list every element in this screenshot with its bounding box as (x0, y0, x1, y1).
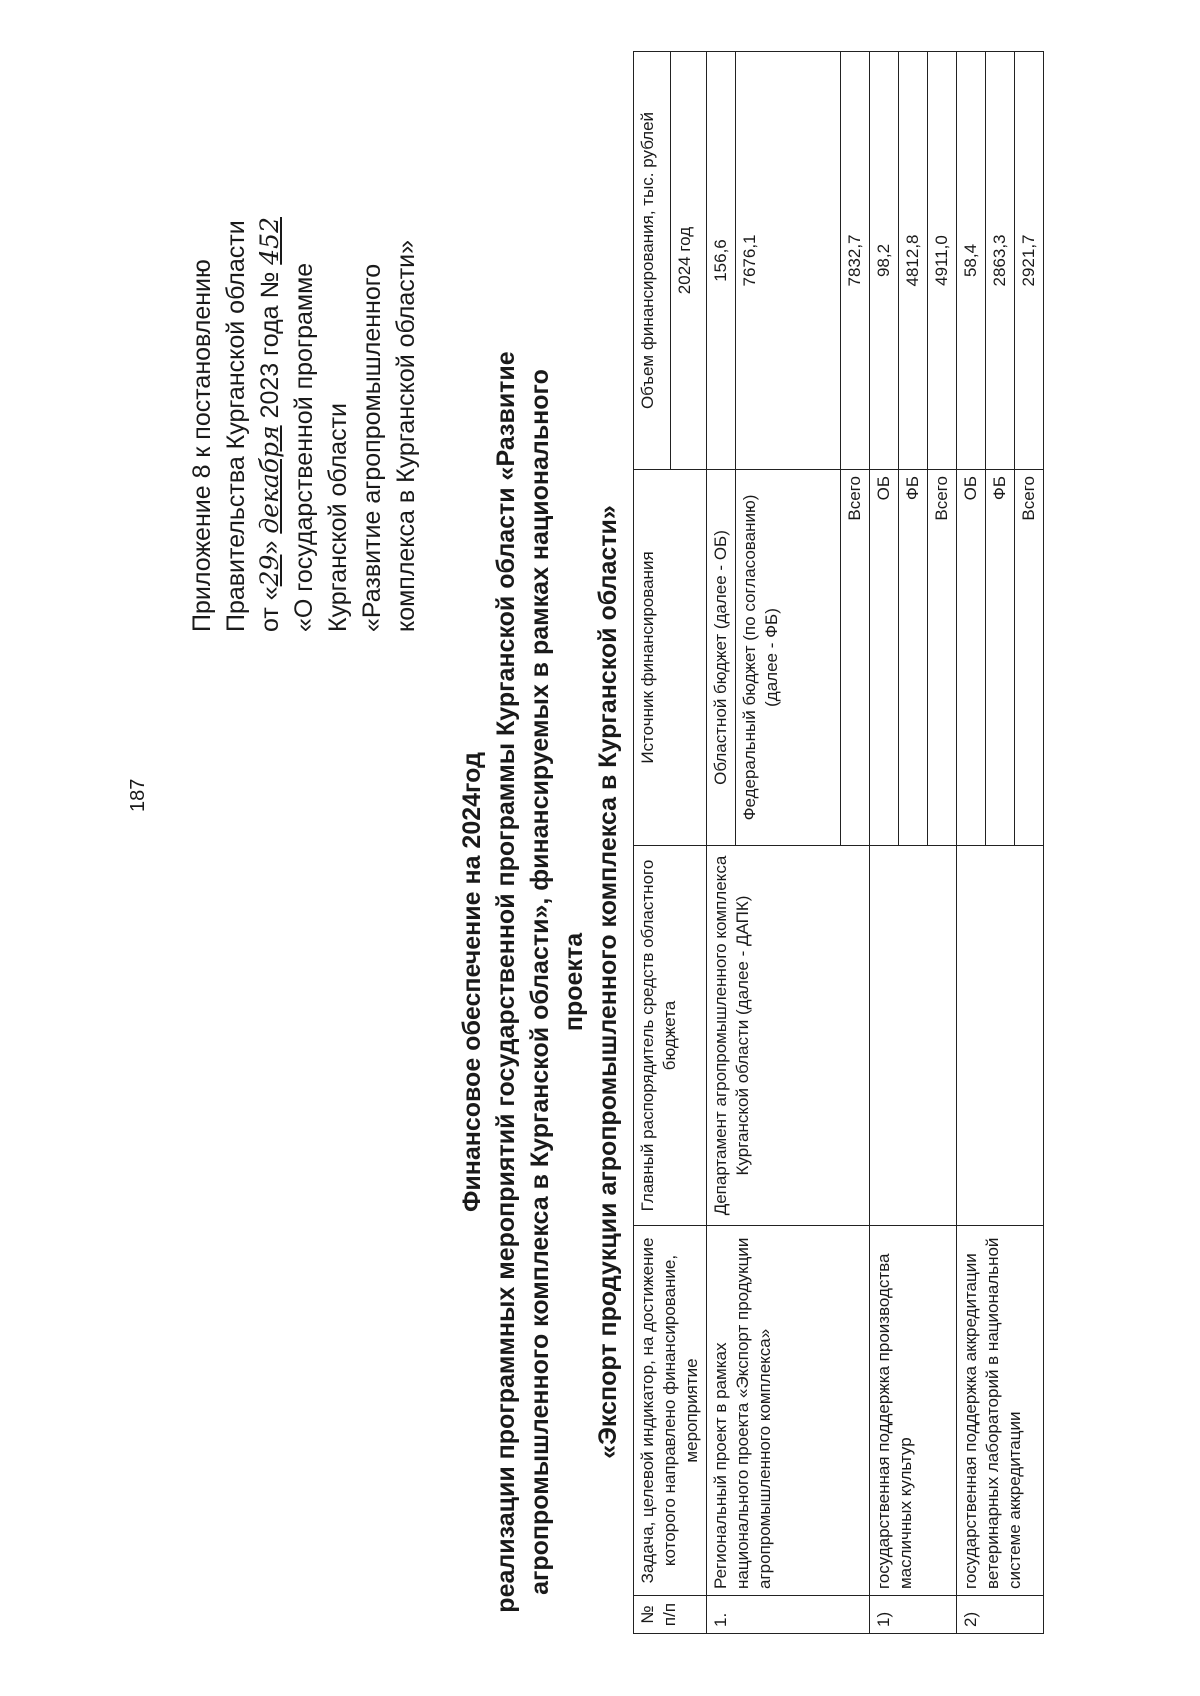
header-year: 2024 год (670, 52, 707, 470)
appendix-line: Приложение 8 к постановлению (188, 259, 216, 632)
rotated-sheet (55, 2, 1115, 1662)
cell-source: Федеральный бюджет (по согласованию) (далее - ФБ) (736, 470, 841, 846)
handwritten-day: 29 (255, 554, 284, 587)
cell-num: 1) (870, 1596, 957, 1634)
handwritten-number: 452 (255, 217, 284, 265)
cell-manager (870, 846, 957, 1226)
cell-source: ОБ (870, 470, 899, 846)
header-manager: Главный распорядитель средств областного бюджета (634, 846, 707, 1226)
cell-amount: 2863,3 (986, 52, 1015, 470)
title-line: Финансовое обеспечение на 2024год (458, 752, 486, 1212)
header-num: № п/п (634, 1596, 707, 1634)
title-line: агропромышленного комплекса в Курганской области», финансируемых в рамках национального проекта (526, 369, 588, 1595)
header-source: Источник финансирования (634, 470, 707, 846)
page-number: 187 (127, 778, 149, 812)
cell-amount: 7676,1 (736, 52, 841, 470)
table-row (957, 52, 986, 1634)
title-line: «Экспорт продукции агропромышленного комплекса в Курганской области» (594, 505, 622, 1459)
cell-task: государственная поддержка аккредитации ветеринарных лабораторий в национальной системе аккредитации (957, 1226, 1044, 1596)
appendix-line: «Развитие агропромышленного (358, 263, 386, 632)
cell-amount: 2921,7 (1015, 52, 1044, 470)
cell-source: ФБ (899, 470, 928, 846)
appendix-line: Курганской области (324, 402, 352, 632)
header-task: Задача, целевой индикатор, на достижение которого направлено финансирование, мероприятие (634, 1226, 707, 1596)
cell-source: Всего (928, 470, 957, 846)
appendix-year: 2023 года № (256, 271, 284, 419)
table-header-row (634, 52, 671, 1634)
table-row (707, 52, 736, 1634)
appendix-block (185, 12, 423, 632)
title-line: реализации программных мероприятий государственной программы Курганской области «Развитие (492, 351, 520, 1613)
cell-num: 1. (707, 1596, 870, 1634)
cell-manager: Департамент агропромышленного комплекса Курганской области (далее - ДАПК) (707, 846, 870, 1226)
appendix-date-line (253, 12, 287, 632)
header-amount: Объем финансирования, тыс. рублей (634, 52, 671, 470)
cell-task: Региональный проект в рамках национального проекта «Экспорт продукции агропромышленного комплекса» (707, 1226, 870, 1596)
appendix-line: Правительства Курганской области (222, 220, 250, 632)
appendix-line: «О государственной программе (290, 262, 318, 632)
cell-amount: 4812,8 (899, 52, 928, 470)
cell-task: государственная поддержка производства масличных культур (870, 1226, 957, 1596)
document-title (455, 342, 625, 1622)
table-row (870, 52, 899, 1634)
appendix-date-prefix: от « (256, 586, 284, 632)
cell-manager (957, 846, 1044, 1226)
cell-source: ФБ (986, 470, 1015, 846)
cell-source: Всего (841, 470, 870, 846)
cell-amount: 98,2 (870, 52, 899, 470)
cell-amount: 156,6 (707, 52, 736, 470)
appendix-line: комплекса в Курганской области» (392, 239, 420, 632)
cell-num: 2) (957, 1596, 1044, 1634)
appendix-date-mid: » (256, 540, 284, 555)
cell-source: Всего (1015, 470, 1044, 846)
cell-amount: 4911,0 (928, 52, 957, 470)
cell-amount: 58,4 (957, 52, 986, 470)
financing-table (633, 51, 1044, 1634)
handwritten-month: декабря (255, 425, 284, 534)
cell-source: Областной бюджет (далее - ОБ) (707, 470, 736, 846)
cell-source: ОБ (957, 470, 986, 846)
cell-amount: 7832,7 (841, 52, 870, 470)
